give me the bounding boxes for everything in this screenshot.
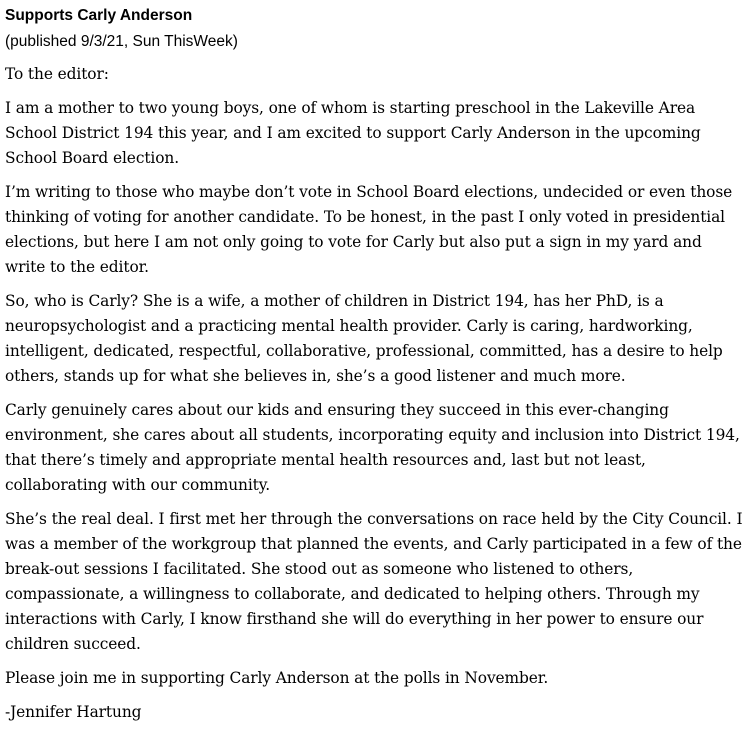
- paragraph-cares-about-kids: Carly genuinely cares about our kids and ensuring they succeed in this ever-changing environment, she cares about all students, incorporating equity and inclusion into District 194, that there’s timely and appropriate mental health resources and, last but not least, collaborating with our community.: [5, 401, 740, 494]
- letter-document: [5, 0, 745, 725]
- signature: -Jennifer Hartung: [5, 703, 142, 721]
- salutation: To the editor:: [5, 65, 109, 83]
- paragraph-closing: Please join me in supporting Carly Anderson at the polls in November.: [5, 669, 549, 687]
- paragraph-who-is-carly: So, who is Carly? She is a wife, a mother of children in District 194, has her PhD, is a neuropsychologist and a practicing mental health provider. Carly is caring, hardworking, intelligent, dedicated, respectful, collaborative, professional, committed, has a desire to help others, stands up for what she believes in, she’s a good listener and much more.: [5, 292, 723, 385]
- paragraph-real-deal: She’s the real deal. I first met her through the conversations on race held by the City Council. I was a member of the workgroup that planned the events, and Carly participated in a few of the break-out sessions I facilitated. She stood out as someone who listened to others, compassionate, a willingness to collaborate, and dedicated to helping others. Through my interactions with Carly, I know firsthand she will do everything in her power to ensure our children succeed.: [5, 510, 743, 653]
- publication-info: (published 9/3/21, Sun ThisWeek): [5, 33, 238, 50]
- paragraph-voters: I’m writing to those who maybe don’t vote in School Board elections, undecided or even those thinking of voting for another candidate. To be honest, in the past I only voted in presidential elections, but here I am not only going to vote for Carly but also put a sign in my yard and write to the editor.: [5, 183, 733, 276]
- letter-title: Supports Carly Anderson: [5, 7, 193, 24]
- paragraph-intro: I am a mother to two young boys, one of whom is starting preschool in the Lakeville Area School District 194 this year, and I am excited to support Carly Anderson in the upcoming School Board election.: [5, 99, 701, 167]
